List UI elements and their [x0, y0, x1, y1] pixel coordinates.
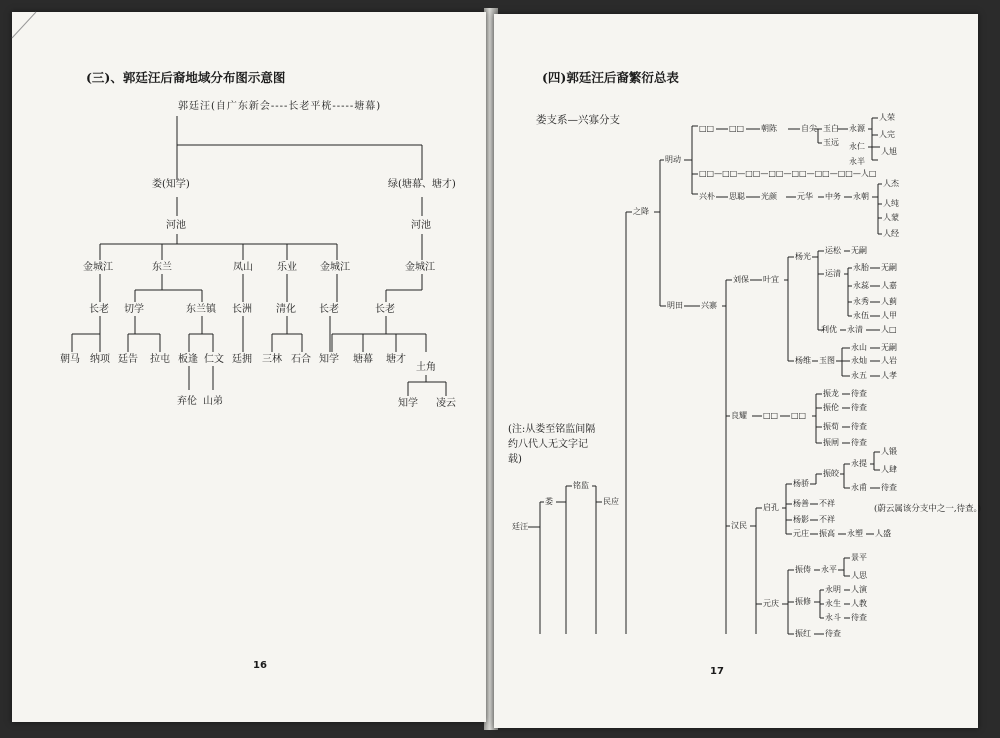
node-hanmin: 汉民 [731, 521, 747, 530]
node-shihe: 石合 [291, 354, 311, 365]
node-hechi-2: 河池 [411, 220, 431, 231]
node-yongsheng2: 永生 [825, 599, 841, 608]
node-daicha-6: 待查 [851, 613, 867, 622]
node-yuanqing: 元庆 [763, 599, 779, 608]
node-lou: 娄(知学) [152, 179, 190, 190]
node-chaolong: 朝陈 [761, 124, 777, 133]
node-buxiang-2: 不祥 [819, 515, 835, 524]
right-tree-lines [494, 14, 978, 728]
node-r1-sq2: □□ [729, 124, 745, 133]
node-zhixue-1: 知学 [319, 354, 339, 365]
node-yongqing: 永清 [847, 325, 863, 334]
right-subheading: 娄支系—兴寡分支 [536, 114, 620, 126]
node-renjiao: 人教 [851, 599, 867, 608]
node-changlao-3: 长老 [375, 304, 395, 315]
node-yangwei: 杨维 [795, 356, 811, 365]
node-tingwang: 廷汪 [512, 522, 528, 531]
node-zhenjiao: 振皎 [823, 469, 839, 478]
node-qiexue: 切学 [124, 304, 144, 315]
node-mingjian: 铭监 [573, 481, 589, 490]
page-number-17: 17 [710, 666, 724, 677]
node-rensi: 人思 [851, 571, 867, 580]
node-zhenchao: 振闸 [823, 438, 839, 447]
node-yuanhua: 元华 [797, 192, 813, 201]
node-renjin: 人锻 [881, 447, 897, 456]
node-renli: 人肆 [881, 465, 897, 474]
node-yongsheng: 永胎 [853, 263, 869, 272]
node-tujiao: 土角 [416, 362, 436, 373]
node-xingpu: 兴朴 [699, 192, 715, 201]
node-guangxian: 光颜 [761, 192, 777, 201]
node-donglanzhen: 东兰镇 [186, 304, 216, 315]
node-sq-b: □□ [791, 411, 807, 420]
node-yongzhi: 永灿 [851, 356, 867, 365]
node-renxiao: 人孝 [881, 371, 897, 380]
node-renwen: 仁文 [204, 354, 224, 365]
node-zhenchou: 振俦 [795, 565, 811, 574]
node-yuanzhuang: 元庄 [793, 529, 809, 538]
node-yongban: 永半 [849, 157, 865, 166]
node-fengshan: 凤山 [233, 262, 253, 273]
node-daicha-4: 待查 [851, 438, 867, 447]
node-yongti: 永提 [851, 459, 867, 468]
node-daicha-3: 待查 [851, 422, 867, 431]
node-liangyao: 良耀 [731, 411, 747, 420]
node-yunsong: 运松 [825, 246, 841, 255]
node-renjie: 人杰 [883, 179, 899, 188]
node-renx: 人□ [881, 325, 897, 334]
node-naxiang: 纳项 [90, 354, 110, 365]
node-leye: 乐业 [277, 262, 297, 273]
node-renjing: 人经 [883, 229, 899, 238]
node-qilun: 弃伦 [177, 396, 197, 407]
node-zhenhong: 振红 [795, 629, 811, 638]
node-lou: 娄 [545, 497, 553, 506]
left-tree-lines [12, 12, 486, 722]
node-mingtian: 明田 [667, 301, 683, 310]
node-yonglei: 永蕊 [853, 281, 869, 290]
node-changlao-2: 长老 [319, 304, 339, 315]
node-yongyuan: 永源 [849, 124, 865, 133]
node-jinchengjiang-1: 金城江 [83, 262, 113, 273]
node-zhijiang: 之降 [633, 207, 649, 216]
node-yangjiao: 杨骄 [793, 479, 809, 488]
node-yeyi: 叶宜 [763, 275, 779, 284]
node-yongming: 永明 [825, 585, 841, 594]
node-tingyong: 廷拥 [232, 354, 252, 365]
node-renjia: 人嘉 [881, 281, 897, 290]
node-zhenlun: 振伦 [823, 403, 839, 412]
node-mingdong: 明动 [665, 155, 681, 164]
node-renjia2: 人甲 [881, 311, 897, 320]
node-sicong: 思聪 [729, 192, 745, 201]
node-yuyuan: 玉远 [823, 138, 839, 147]
node-renwan: 人完 [879, 130, 895, 139]
node-latun: 拉屯 [150, 354, 170, 365]
node-qikong: 启孔 [763, 503, 779, 512]
node-yunqing: 运清 [825, 269, 841, 278]
node-yangying: 杨影 [793, 515, 809, 524]
node-jinchengjiang-2: 金城江 [320, 262, 350, 273]
node-daicha-1: 待查 [851, 389, 867, 398]
node-yongping: 永平 [821, 565, 837, 574]
node-renwang: 人旭 [881, 147, 897, 156]
page-number-16: 16 [253, 660, 267, 671]
node-banfeng: 板逢 [178, 354, 198, 365]
node-yongwu2: 永五 [851, 371, 867, 380]
node-yongren: 永仁 [849, 142, 865, 151]
right-heading: (四)郭廷汪后裔繁衍总表 [542, 70, 679, 85]
node-zhengao: 振高 [819, 529, 835, 538]
node-shandi: 山弟 [203, 396, 223, 407]
node-buxiang-1: 不祥 [819, 499, 835, 508]
node-chaoma: 朝马 [60, 354, 80, 365]
node-jinchengjiang-3: 金城江 [405, 262, 435, 273]
node-renchun: 人纯 [883, 199, 899, 208]
node-liyou: 利优 [821, 325, 837, 334]
node-zhongwu: 中务 [825, 192, 841, 201]
node-zhixue-2: 知学 [398, 398, 418, 409]
root-ancestor: 郭廷汪(自广东新会----长老平桄-----塘幕) [178, 101, 382, 112]
node-renqian: 人蓟 [881, 297, 897, 306]
node-wuci-2: 无嗣 [881, 263, 897, 272]
node-rensheng: 人盛 [875, 529, 891, 538]
node-jingping: 景平 [851, 553, 867, 562]
node-zhenxun: 振荀 [823, 422, 839, 431]
node-wuci-3: 无嗣 [881, 343, 897, 352]
node-daicha-2: 待查 [851, 403, 867, 412]
left-heading: (三)、郭廷汪后裔地域分布图示意图 [86, 70, 286, 85]
node-tangmu: 塘幕 [353, 354, 373, 365]
node-renyuan: 人演 [851, 585, 867, 594]
node-changlao-1: 长老 [89, 304, 109, 315]
node-yongwu: 永伍 [853, 311, 869, 320]
node-hechi-1: 河池 [166, 220, 186, 231]
node-lingyun: 凌云 [436, 398, 456, 409]
node-yongpu: 永甫 [851, 483, 867, 492]
gap-note: (注:从娄至铭监间隔约八代人无文字记载) [508, 424, 596, 465]
node-yongqi: 永朝 [853, 192, 869, 201]
node-tinggao: 廷告 [118, 354, 138, 365]
node-yangguang: 杨光 [795, 252, 811, 261]
node-liubao: 刘保 [733, 275, 749, 284]
node-sq-a: □□ [763, 411, 779, 420]
node-zijian: 自尖 [801, 124, 817, 133]
node-donglan: 东兰 [152, 262, 172, 273]
node-yongdou: 永斗 [825, 613, 841, 622]
node-yongfeng: 永塑 [847, 529, 863, 538]
node-lu: 绿(塘幕、塘才) [388, 179, 456, 190]
node-qinghua: 清化 [276, 304, 296, 315]
branch-note: (蔚云属该分支中之一,待查。) [874, 504, 982, 514]
node-tangcai: 塘才 [386, 354, 406, 365]
node-renrong: 人荣 [879, 113, 895, 122]
node-daicha-5: 待查 [881, 483, 897, 492]
node-yongshan: 永山 [851, 343, 867, 352]
node-zhenlong: 振龙 [823, 389, 839, 398]
node-r2-unknown-row: □□—□□—□□—□□—□□—□□—□□—人□ [699, 169, 877, 178]
node-minying: 民应 [603, 497, 619, 506]
node-yuguo: 玉图 [819, 356, 835, 365]
node-r1-sq1: □□ [699, 124, 715, 133]
node-renyan: 人岩 [881, 356, 897, 365]
node-yubai: 玉白 [823, 124, 839, 133]
node-daicha-7: 待查 [825, 629, 841, 638]
node-yongxiu: 永秀 [853, 297, 869, 306]
node-changzhou: 长洲 [232, 304, 252, 315]
left-page [12, 12, 486, 722]
node-zhenxiu: 振修 [795, 597, 811, 606]
right-page [494, 14, 982, 728]
node-sanlin: 三林 [262, 354, 282, 365]
node-renmeng: 人蒙 [883, 213, 899, 222]
node-xingzhai: 兴寨 [701, 301, 717, 310]
node-wuci-1: 无嗣 [851, 246, 867, 255]
node-yangshan: 杨善 [793, 499, 809, 508]
